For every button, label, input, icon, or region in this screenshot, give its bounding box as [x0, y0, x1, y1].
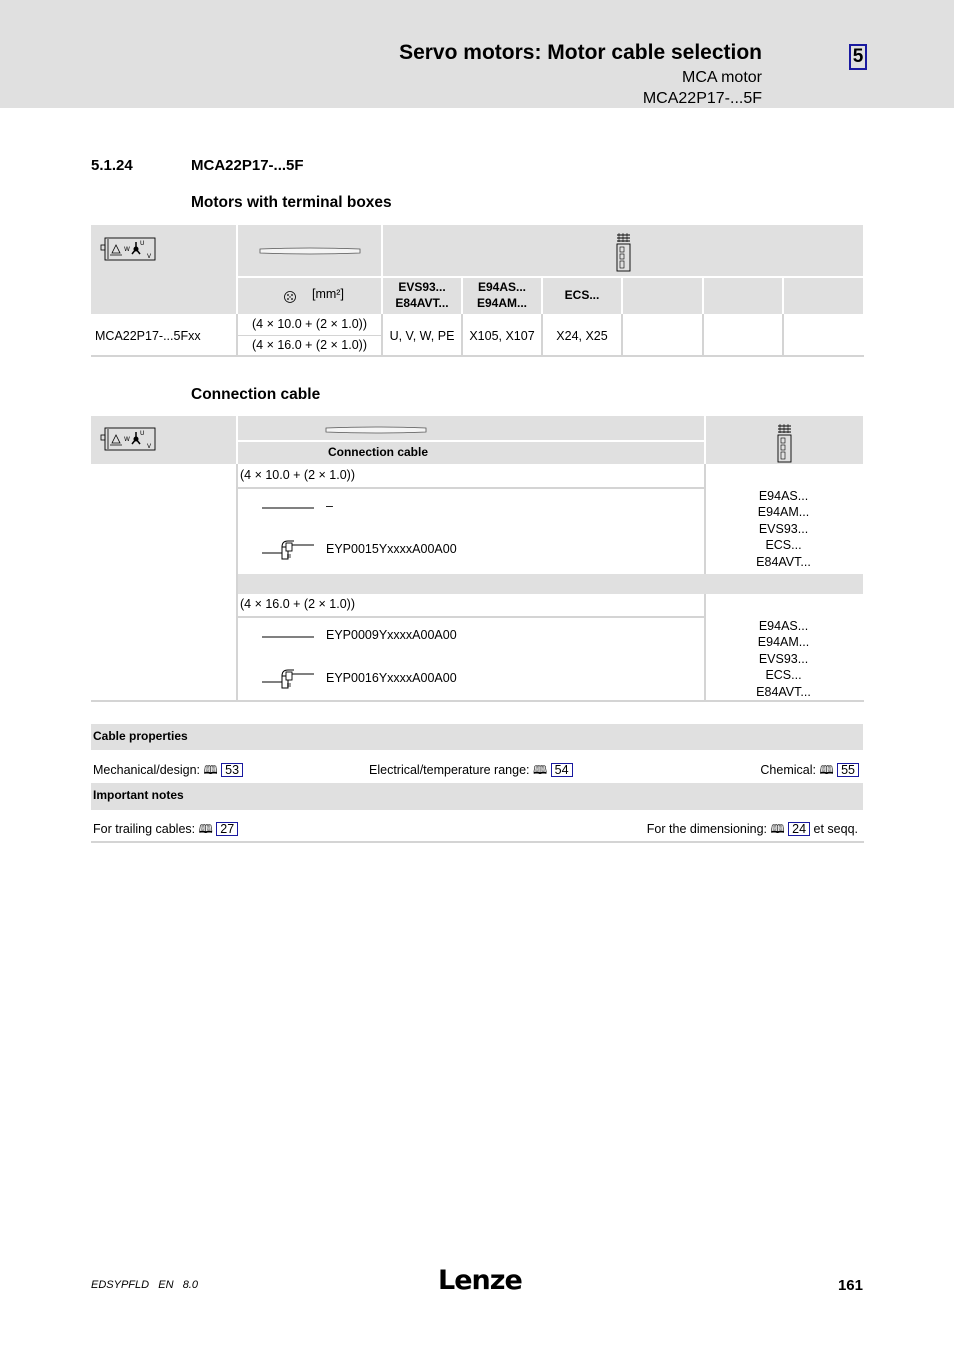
connection-cable-label: Connection cable [327, 445, 428, 459]
empty-col-cell [623, 278, 702, 314]
col-evs-header: EVS93... E84AVT... [395, 280, 449, 310]
group1-cross-section: (4 × 10.0 + (2 × 1.0)) [240, 468, 355, 482]
electrical-ref [369, 761, 573, 782]
motor-terminal-icon [99, 235, 157, 263]
cable-properties-header [91, 724, 863, 750]
cable-icon [258, 246, 362, 256]
motor-type: MCA22P17-...5Fxx [95, 329, 201, 343]
divider [236, 464, 238, 700]
divider [238, 335, 381, 336]
divider [702, 314, 704, 355]
unit-cell [238, 278, 381, 314]
divider [541, 314, 543, 355]
e94-terminals: X105, X107 [469, 329, 535, 343]
dimensioning-ref [647, 820, 858, 841]
dimensioning-suffix: et seqq. [813, 822, 858, 836]
divider [782, 314, 784, 355]
chemical-label: Chemical: [760, 763, 816, 777]
important-notes-heading: Important notes [93, 788, 184, 802]
terminal-boxes-heading: Motors with terminal boxes [191, 194, 392, 211]
connection-cable-heading: Connection cable [191, 386, 321, 403]
trailing-page-link[interactable]: 27 [216, 822, 238, 836]
page-subtitle-1: MCA motor [681, 69, 762, 86]
cross-section-2: (4 × 16.0 + (2 × 1.0)) [252, 338, 367, 352]
group2-straight-cable: EYP0009YxxxxA00A00 [326, 628, 457, 642]
page-number: 161 [837, 1277, 863, 1294]
svg-text:W: W [124, 436, 130, 443]
chemical-page-link[interactable]: 55 [837, 763, 859, 777]
trailing-label: For trailing cables: [93, 822, 196, 836]
group1-controllers: E94AS... E94AM... EVS93... ECS... E84AVT... [756, 489, 811, 569]
book-icon: 🕮 [198, 822, 213, 836]
empty-col-cell [784, 278, 863, 314]
chapter-marker[interactable]: 5 [849, 44, 867, 70]
group1-angled-cable: EYP0015YxxxxA00A00 [326, 542, 457, 556]
angled-connector-icon [260, 539, 316, 563]
controller-icon [615, 232, 633, 273]
mechanical-ref [93, 761, 243, 782]
document-id: EDSYPFLD EN 8.0 [91, 1279, 198, 1291]
page-title: Servo motors: Motor cable selection [399, 41, 762, 64]
group-separator [238, 574, 863, 594]
important-notes-header [91, 783, 863, 810]
divider [91, 700, 864, 702]
dimensioning-page-link[interactable]: 24 [788, 822, 810, 836]
page-subtitle-2: MCA22P17-...5F [642, 90, 762, 107]
group2-controllers: E94AS... E94AM... EVS93... ECS... E84AVT... [756, 619, 811, 699]
cable-properties-heading: Cable properties [93, 729, 188, 743]
group2-cross-section: (4 × 16.0 + (2 × 1.0)) [240, 597, 355, 611]
lenze-logo: Lenze [438, 1265, 522, 1296]
mechanical-label: Mechanical/design: [93, 763, 201, 777]
divider [238, 487, 704, 489]
book-icon: 🕮 [770, 822, 785, 836]
chemical-ref [760, 761, 859, 782]
electrical-page-link[interactable]: 54 [551, 763, 573, 777]
straight-cable-icon [260, 505, 316, 511]
section-number: 5.1.24 [91, 157, 133, 174]
empty-col-cell [704, 278, 782, 314]
svg-text:U: U [140, 430, 145, 437]
unit-label: [mm²] [312, 287, 344, 301]
electrical-label: Electrical/temperature range: [369, 763, 530, 777]
book-icon: 🕮 [819, 763, 834, 777]
evs-terminals: U, V, W, PE [389, 329, 455, 343]
angled-connector-icon [260, 668, 316, 692]
dimensioning-label: For the dimensioning: [646, 822, 767, 836]
group1-straight-cable: – [326, 499, 333, 513]
group2-angled-cable: EYP0016YxxxxA00A00 [326, 671, 457, 685]
divider [704, 464, 706, 574]
col-e94-header: E94AS... E94AM... [476, 280, 527, 310]
divider [236, 314, 238, 355]
book-icon: 🕮 [532, 763, 548, 777]
col-ecs-header: ECS... [564, 288, 600, 302]
book-icon: 🕮 [203, 763, 218, 777]
divider [461, 314, 463, 355]
cable-header-cell [238, 416, 704, 440]
divider [91, 841, 864, 843]
svg-text:U: U [140, 240, 145, 247]
divider [621, 314, 623, 355]
section-title: MCA22P17-...5F [191, 157, 304, 174]
straight-cable-icon [260, 634, 316, 640]
controller-icon [776, 423, 794, 464]
divider [381, 314, 383, 355]
cable-icon [324, 425, 428, 435]
svg-text:V: V [147, 253, 152, 260]
mechanical-page-link[interactable]: 53 [221, 763, 243, 777]
divider [704, 594, 706, 700]
svg-text:V: V [147, 443, 152, 450]
trailing-ref [93, 820, 238, 841]
connector-pins-icon [283, 290, 297, 304]
divider [238, 616, 704, 618]
ecs-terminals: X24, X25 [556, 329, 608, 343]
motor-terminal-icon [99, 425, 157, 453]
cross-section-1: (4 × 10.0 + (2 × 1.0)) [252, 317, 367, 331]
svg-text:W: W [124, 246, 130, 253]
divider [91, 355, 864, 357]
